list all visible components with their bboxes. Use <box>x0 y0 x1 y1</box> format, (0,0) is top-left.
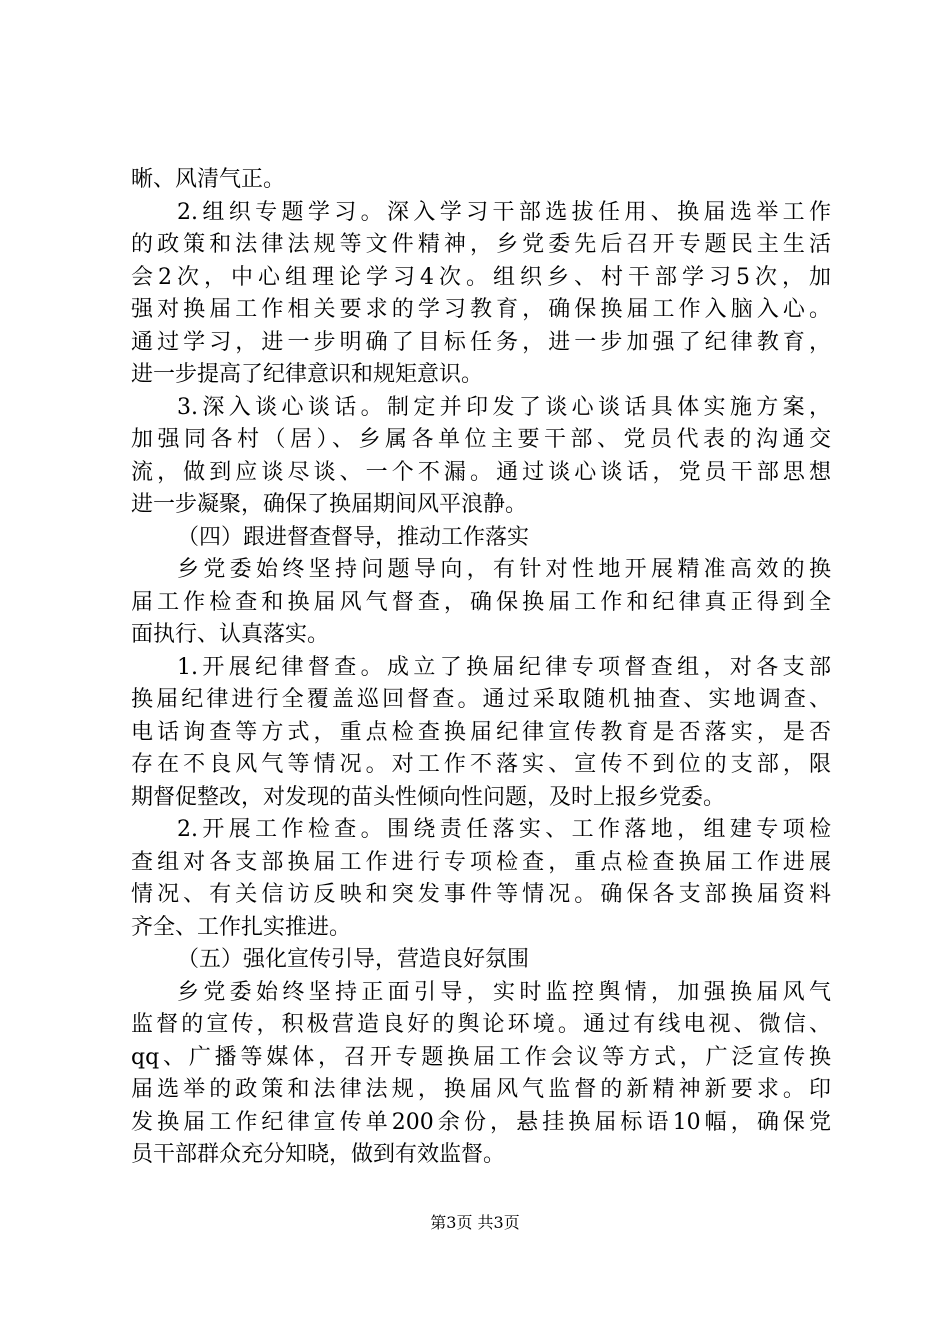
text-line: 乡党委始终坚持正面引导，实时监控舆情，加强换届风气 <box>177 979 831 1005</box>
text-line: 电话询查等方式，重点检查换届纪律宣传教育是否落实，是否 <box>131 719 831 745</box>
section-heading: （五）强化宣传引导，营造良好氛围 <box>177 947 530 972</box>
text-line: 1.开展纪律督查。成立了换届纪律专项督查组，对各支部 <box>177 654 831 680</box>
page-footer: 第3页 共3页 <box>430 1213 520 1232</box>
text-line: 加强同各村（居）、乡属各单位主要干部、党员代表的沟通交 <box>131 427 831 452</box>
text-line: 届选举的政策和法律法规，换届风气监督的新精神新要求。印 <box>131 1077 831 1102</box>
text-line: 的政策和法律法规等文件精神，乡党委先后召开专题民主生活 <box>131 232 831 257</box>
text-line: 乡党委始终坚持问题导向，有针对性地开展精准高效的换 <box>177 557 831 582</box>
text-line: 查组对各支部换届工作进行专项检查，重点检查换届工作进展 <box>131 849 831 875</box>
text-line: 通过学习，进一步明确了目标任务，进一步加强了纪律教育， <box>131 329 831 355</box>
text-line: 进一步凝聚，确保了换届期间风平浪静。 <box>131 492 528 517</box>
text-line: 进一步提高了纪律意识和规矩意识。 <box>131 362 484 387</box>
text-line: 监督的宣传，积极营造良好的舆论环境。通过有线电视、微信、 <box>131 1012 831 1037</box>
text-line: 2.开展工作检查。围绕责任落实、工作落地，组建专项检 <box>177 817 831 842</box>
text-line: qq、广播等媒体，召开专题换届工作会议等方式，广泛宣传换 <box>131 1044 831 1070</box>
text-line: 存在不良风气等情况。对工作不落实、宣传不到位的支部，限 <box>131 752 831 777</box>
text-line: 流，做到应谈尽谈、一个不漏。通过谈心谈话，党员干部思想 <box>131 459 831 485</box>
document-body <box>131 164 831 1172</box>
text-line: 齐全、工作扎实推进。 <box>131 914 352 940</box>
text-line: 届工作检查和换届风气督查，确保换届工作和纪律真正得到全 <box>131 589 831 615</box>
text-line: 员干部群众充分知晓，做到有效监督。 <box>131 1142 506 1167</box>
text-line: 晰、风清气正。 <box>131 167 286 192</box>
text-line: 发换届工作纪律宣传单200余份，悬挂换届标语10幅，确保党 <box>131 1109 831 1135</box>
text-line: 换届纪律进行全覆盖巡回督查。通过采取随机抽查、实地调查、 <box>131 687 831 712</box>
text-line: 会2次，中心组理论学习4次。组织乡、村干部学习5次，加 <box>131 264 831 290</box>
text-line: 2.组织专题学习。深入学习干部选拔任用、换届选举工作 <box>177 199 831 225</box>
text-line: 3.深入谈心谈话。制定并印发了谈心谈话具体实施方案， <box>177 394 831 420</box>
text-line: 强对换届工作相关要求的学习教育，确保换届工作入脑入心。 <box>131 297 831 322</box>
text-line: 期督促整改，对发现的苗头性倾向性问题，及时上报乡党委。 <box>131 784 726 810</box>
text-line: 情况、有关信访反映和突发事件等情况。确保各支部换届资料 <box>131 882 831 907</box>
section-heading: （四）跟进督查督导，推动工作落实 <box>177 524 530 550</box>
text-line: 面执行、认真落实。 <box>131 622 330 647</box>
